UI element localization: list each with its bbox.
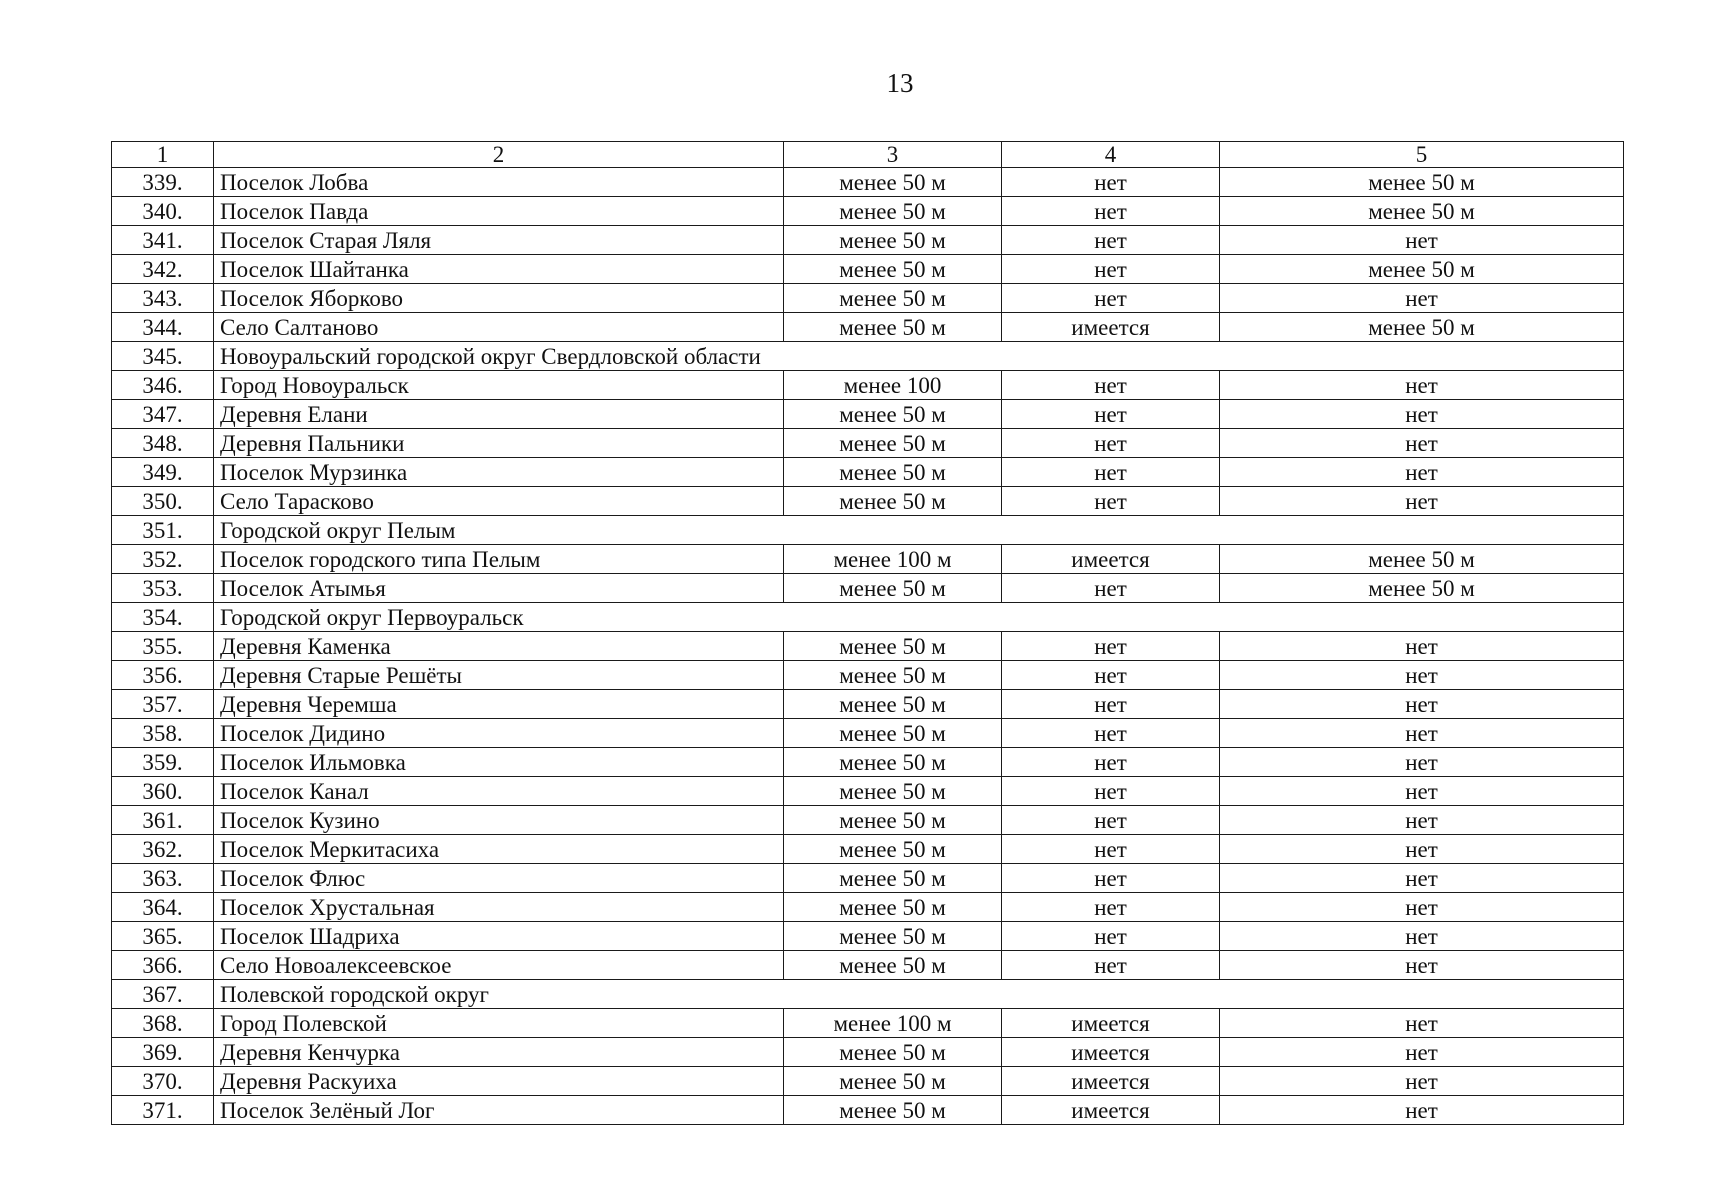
row-number: 345. [112, 342, 214, 371]
col5-value: менее 50 м [1220, 574, 1624, 603]
group-row [112, 603, 1624, 632]
group-row [112, 516, 1624, 545]
settlement-name: Деревня Кенчурка [214, 1038, 784, 1067]
table-row [112, 951, 1624, 980]
col3-value: менее 50 м [784, 458, 1002, 487]
table-header [112, 142, 1624, 168]
table-row [112, 574, 1624, 603]
col4-value: нет [1002, 835, 1220, 864]
col4-value: нет [1002, 893, 1220, 922]
settlement-name: Поселок Кузино [214, 806, 784, 835]
row-number: 362. [112, 835, 214, 864]
col3-value: менее 50 м [784, 661, 1002, 690]
settlement-name: Поселок Дидино [214, 719, 784, 748]
row-number: 366. [112, 951, 214, 980]
row-number: 359. [112, 748, 214, 777]
col4-value: имеется [1002, 1038, 1220, 1067]
col3-value: менее 50 м [784, 835, 1002, 864]
col5-value: нет [1220, 893, 1624, 922]
row-number: 344. [112, 313, 214, 342]
col4-value: нет [1002, 632, 1220, 661]
municipality-group-title: Полевской городской округ [214, 980, 1624, 1009]
col3-value: менее 50 м [784, 168, 1002, 197]
row-number: 340. [112, 197, 214, 226]
row-number: 370. [112, 1067, 214, 1096]
col3-value: менее 50 м [784, 806, 1002, 835]
table-row [112, 313, 1624, 342]
row-number: 367. [112, 980, 214, 1009]
settlement-name: Село Тарасково [214, 487, 784, 516]
col5-value: нет [1220, 951, 1624, 980]
header-col-5: 5 [1220, 142, 1624, 168]
settlement-name: Село Новоалексеевское [214, 951, 784, 980]
settlement-name: Поселок Мурзинка [214, 458, 784, 487]
group-row [112, 342, 1624, 371]
col3-value: менее 50 м [784, 1038, 1002, 1067]
table-row [112, 893, 1624, 922]
row-number: 354. [112, 603, 214, 632]
col3-value: менее 50 м [784, 922, 1002, 951]
header-col-1: 1 [112, 142, 214, 168]
table-row [112, 661, 1624, 690]
settlement-name: Поселок Лобва [214, 168, 784, 197]
table-body [112, 168, 1624, 1125]
row-number: 350. [112, 487, 214, 516]
table-row [112, 545, 1624, 574]
col3-value: менее 50 м [784, 1067, 1002, 1096]
row-number: 348. [112, 429, 214, 458]
col3-value: менее 50 м [784, 255, 1002, 284]
settlement-name: Поселок Ильмовка [214, 748, 784, 777]
col3-value: менее 50 м [784, 574, 1002, 603]
row-number: 346. [112, 371, 214, 400]
col5-value: нет [1220, 1096, 1624, 1125]
settlement-name: Поселок Шайтанка [214, 255, 784, 284]
settlement-name: Деревня Елани [214, 400, 784, 429]
table-row [112, 1038, 1624, 1067]
col4-value: имеется [1002, 1096, 1220, 1125]
municipality-group-title: Городской округ Первоуральск [214, 603, 1624, 632]
col4-value: нет [1002, 951, 1220, 980]
row-number: 347. [112, 400, 214, 429]
col4-value: нет [1002, 777, 1220, 806]
col5-value: менее 50 м [1220, 197, 1624, 226]
col4-value: нет [1002, 197, 1220, 226]
col5-value: нет [1220, 487, 1624, 516]
col3-value: менее 50 м [784, 719, 1002, 748]
col3-value: менее 50 м [784, 284, 1002, 313]
col4-value: нет [1002, 284, 1220, 313]
col4-value: нет [1002, 487, 1220, 516]
col5-value: менее 50 м [1220, 168, 1624, 197]
col4-value: нет [1002, 429, 1220, 458]
col4-value: нет [1002, 719, 1220, 748]
row-number: 358. [112, 719, 214, 748]
col3-value: менее 100 [784, 371, 1002, 400]
col5-value: нет [1220, 284, 1624, 313]
row-number: 371. [112, 1096, 214, 1125]
col5-value: нет [1220, 690, 1624, 719]
settlement-name: Деревня Раскуиха [214, 1067, 784, 1096]
col4-value: нет [1002, 371, 1220, 400]
settlement-name: Поселок Канал [214, 777, 784, 806]
settlement-name: Деревня Пальники [214, 429, 784, 458]
table-row [112, 429, 1624, 458]
table-row [112, 458, 1624, 487]
col4-value: имеется [1002, 313, 1220, 342]
settlement-name: Город Новоуральск [214, 371, 784, 400]
col5-value: нет [1220, 458, 1624, 487]
row-number: 342. [112, 255, 214, 284]
settlement-name: Поселок Яборково [214, 284, 784, 313]
table-row [112, 806, 1624, 835]
col3-value: менее 50 м [784, 864, 1002, 893]
row-number: 368. [112, 1009, 214, 1038]
row-number: 364. [112, 893, 214, 922]
col3-value: менее 50 м [784, 951, 1002, 980]
col4-value: нет [1002, 255, 1220, 284]
col4-value: нет [1002, 748, 1220, 777]
header-row [112, 142, 1624, 168]
table-row [112, 777, 1624, 806]
col5-value: менее 50 м [1220, 545, 1624, 574]
settlement-name: Деревня Черемша [214, 690, 784, 719]
row-number: 361. [112, 806, 214, 835]
table-row [112, 371, 1624, 400]
municipality-group-title: Новоуральский городской округ Свердловской области [214, 342, 1624, 371]
settlement-name: Поселок Меркитасиха [214, 835, 784, 864]
col5-value: менее 50 м [1220, 255, 1624, 284]
row-number: 355. [112, 632, 214, 661]
col5-value: нет [1220, 400, 1624, 429]
table-row [112, 226, 1624, 255]
row-number: 365. [112, 922, 214, 951]
col5-value: нет [1220, 1067, 1624, 1096]
col5-value: нет [1220, 371, 1624, 400]
table-row [112, 255, 1624, 284]
col3-value: менее 50 м [784, 632, 1002, 661]
col5-value: нет [1220, 748, 1624, 777]
col5-value: нет [1220, 429, 1624, 458]
col3-value: менее 50 м [784, 226, 1002, 255]
settlement-name: Поселок Хрустальная [214, 893, 784, 922]
col4-value: имеется [1002, 1067, 1220, 1096]
table-row [112, 487, 1624, 516]
col3-value: менее 50 м [784, 429, 1002, 458]
col3-value: менее 50 м [784, 400, 1002, 429]
row-number: 357. [112, 690, 214, 719]
col5-value: нет [1220, 1038, 1624, 1067]
table-row [112, 864, 1624, 893]
header-col-4: 4 [1002, 142, 1220, 168]
col3-value: менее 50 м [784, 197, 1002, 226]
col5-value: нет [1220, 922, 1624, 951]
settlement-name: Деревня Старые Решёты [214, 661, 784, 690]
row-number: 339. [112, 168, 214, 197]
table-row [112, 922, 1624, 951]
row-number: 343. [112, 284, 214, 313]
settlement-name: Поселок Павда [214, 197, 784, 226]
table-row [112, 835, 1624, 864]
col5-value: нет [1220, 777, 1624, 806]
header-col-3: 3 [784, 142, 1002, 168]
table-row [112, 690, 1624, 719]
col4-value: нет [1002, 574, 1220, 603]
col4-value: нет [1002, 864, 1220, 893]
row-number: 356. [112, 661, 214, 690]
col3-value: менее 50 м [784, 487, 1002, 516]
col5-value: нет [1220, 835, 1624, 864]
table-row [112, 1067, 1624, 1096]
table-row [112, 1009, 1624, 1038]
col3-value: менее 100 м [784, 545, 1002, 574]
col3-value: менее 50 м [784, 690, 1002, 719]
row-number: 369. [112, 1038, 214, 1067]
col5-value: нет [1220, 226, 1624, 255]
col4-value: имеется [1002, 1009, 1220, 1038]
row-number: 351. [112, 516, 214, 545]
row-number: 363. [112, 864, 214, 893]
col4-value: имеется [1002, 545, 1220, 574]
settlement-name: Поселок Атымья [214, 574, 784, 603]
page-number: 13 [886, 68, 914, 98]
settlement-name: Поселок Шадриха [214, 922, 784, 951]
col3-value: менее 50 м [784, 1096, 1002, 1125]
col3-value: менее 50 м [784, 313, 1002, 342]
col3-value: менее 50 м [784, 893, 1002, 922]
settlement-name: Село Салтаново [214, 313, 784, 342]
table-row [112, 1096, 1624, 1125]
municipality-group-title: Городской округ Пелым [214, 516, 1624, 545]
table-row [112, 197, 1624, 226]
col3-value: менее 50 м [784, 748, 1002, 777]
settlement-name: Город Полевской [214, 1009, 784, 1038]
settlement-name: Деревня Каменка [214, 632, 784, 661]
row-number: 349. [112, 458, 214, 487]
col5-value: нет [1220, 864, 1624, 893]
row-number: 341. [112, 226, 214, 255]
col4-value: нет [1002, 400, 1220, 429]
col5-value: нет [1220, 632, 1624, 661]
row-number: 352. [112, 545, 214, 574]
col5-value: нет [1220, 661, 1624, 690]
settlement-name: Поселок Флюс [214, 864, 784, 893]
col4-value: нет [1002, 226, 1220, 255]
settlements-table [111, 141, 1624, 1125]
col4-value: нет [1002, 690, 1220, 719]
col5-value: нет [1220, 806, 1624, 835]
header-col-2: 2 [214, 142, 784, 168]
col5-value: менее 50 м [1220, 313, 1624, 342]
row-number: 360. [112, 777, 214, 806]
table-row [112, 284, 1624, 313]
settlement-name: Поселок Зелёный Лог [214, 1096, 784, 1125]
table-row [112, 400, 1624, 429]
table-row [112, 168, 1624, 197]
col4-value: нет [1002, 922, 1220, 951]
col3-value: менее 100 м [784, 1009, 1002, 1038]
table-row [112, 632, 1624, 661]
settlement-name: Поселок Старая Ляля [214, 226, 784, 255]
col4-value: нет [1002, 806, 1220, 835]
table-row [112, 719, 1624, 748]
row-number: 353. [112, 574, 214, 603]
col5-value: нет [1220, 1009, 1624, 1038]
col5-value: нет [1220, 719, 1624, 748]
table-row [112, 748, 1624, 777]
settlement-name: Поселок городского типа Пелым [214, 545, 784, 574]
group-row [112, 980, 1624, 1009]
col4-value: нет [1002, 168, 1220, 197]
col4-value: нет [1002, 661, 1220, 690]
col3-value: менее 50 м [784, 777, 1002, 806]
col4-value: нет [1002, 458, 1220, 487]
